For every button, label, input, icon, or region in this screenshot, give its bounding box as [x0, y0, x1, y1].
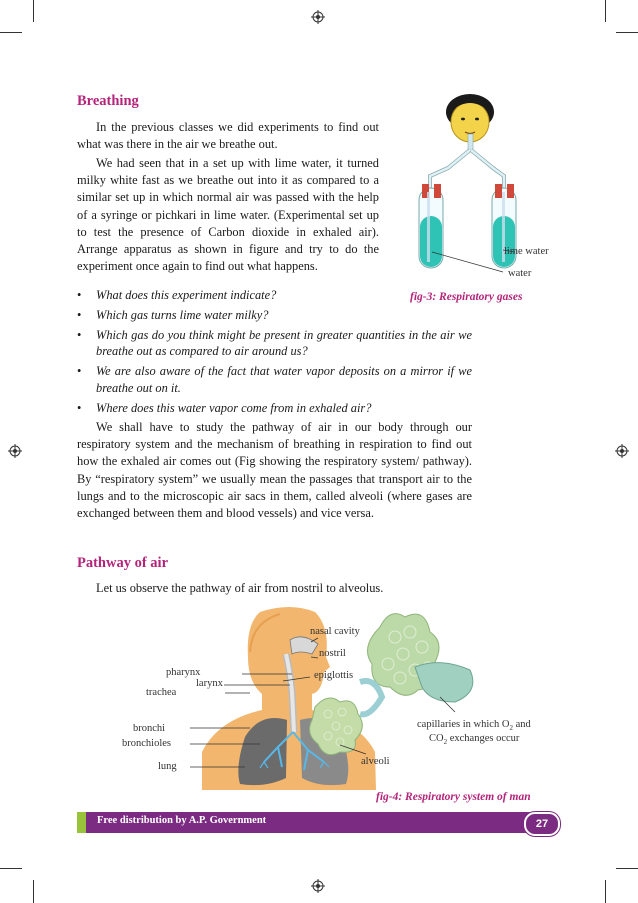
bullet-icon: •: [77, 364, 82, 379]
crop-mark: [0, 868, 22, 869]
label-nasal-cavity: nasal cavity: [310, 626, 360, 637]
registration-mark-icon: [8, 444, 22, 458]
crop-mark: [616, 868, 638, 869]
label-nostril: nostril: [319, 648, 346, 659]
crop-mark: [33, 880, 34, 903]
paragraph: We shall have to study the pathway of air in our body through our respiratory system and the mechanism of breathing in respiration to find out how the exhaled air comes out (Fig showing the respiratory system/ pathway). By “respiratory system” we usually mean the passages that transport air to the lungs and to the microscopic air sacs in them, called alveoli (where gases are exchanged between them and blood vessels) and vice versa.: [77, 420, 472, 521]
bullet-icon: •: [77, 288, 82, 302]
subscript: 2: [443, 738, 448, 747]
question-list: [77, 287, 472, 420]
footer-text: Free distribution by A.P. Government: [97, 815, 267, 826]
footer-accent: [77, 812, 86, 833]
fig4-caption: fig-4: Respiratory system of man: [376, 791, 531, 803]
label-alveoli: alveoli: [361, 756, 390, 767]
question-text: Which gas turns lime water milky?: [96, 307, 269, 322]
question-text: We are also aware of the fact that water vapor deposits on a mirror if we breathe out on it.: [96, 364, 472, 395]
paragraph: In the previous classes we did experiments to find out what was there in the air we breathe out.: [77, 120, 379, 152]
label-bronchioles: bronchioles: [122, 738, 171, 749]
label-trachea: trachea: [146, 687, 177, 698]
label-limewater: lime water: [504, 246, 549, 257]
list-item: [77, 307, 472, 324]
label-bronchi: bronchi: [133, 723, 166, 734]
section-heading-breathing: Breathing: [77, 93, 139, 109]
registration-mark-icon: [615, 444, 629, 458]
registration-mark-icon: [311, 10, 325, 24]
label-co2-text: CO: [429, 733, 444, 744]
label-epiglottis: epiglottis: [314, 670, 354, 681]
label-water: water: [508, 268, 532, 279]
crop-mark: [605, 0, 606, 22]
subscript: 2: [509, 724, 513, 733]
list-item: [77, 400, 472, 417]
label-capillaries: [417, 719, 531, 732]
label-larynx: larynx: [196, 678, 223, 689]
page-number: 27: [524, 812, 560, 836]
label-pharynx: pharynx: [166, 667, 201, 678]
respiratory-system-illustration: [190, 602, 550, 802]
list-item: [77, 327, 472, 361]
question-text: Where does this water vapor come from in exhaled air?: [96, 400, 372, 415]
list-item: [77, 287, 472, 304]
label-co2-text: exchanges occur: [447, 733, 520, 744]
label-capillaries-text: capillaries in which O: [417, 719, 510, 730]
question-text: Which gas do you think might be present in greater quantities in the air we breathe out as compared to air around us?: [96, 327, 472, 359]
label-capillaries-text: and: [512, 719, 531, 730]
list-item: [77, 363, 472, 397]
label-lung: lung: [158, 761, 177, 772]
paragraph: We had seen that in a set up with lime water, it turned milky white fast as we breathe out into it as compared to a similar set up in which normal air was passed with the help of a syringe or pichkari in lime water. (Experimental set up to test the presence of Carbon dioxide in exhaled air). Arrange apparatus as shown in figure and try to do the experiment once again to find out what happens.: [77, 156, 379, 274]
fig3-caption: fig-3: Respiratory gases: [410, 291, 523, 303]
bullet-icon: •: [77, 400, 82, 415]
bullet-icon: •: [77, 327, 82, 342]
registration-mark-icon: [311, 879, 325, 893]
label-co2-exchange: [429, 733, 519, 746]
section-heading-pathway: Pathway of air: [77, 555, 169, 571]
crop-mark: [0, 32, 22, 33]
bullet-icon: •: [77, 307, 82, 322]
paragraph: Let us observe the pathway of air from nostril to alveolus.: [96, 581, 384, 595]
crop-mark: [616, 32, 638, 33]
crop-mark: [605, 880, 606, 903]
crop-mark: [33, 0, 34, 22]
question-text: What does this experiment indicate?: [96, 288, 277, 302]
